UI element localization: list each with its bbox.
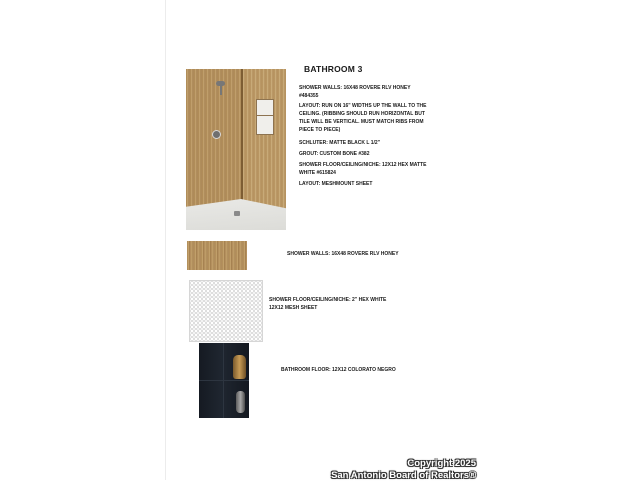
- spec-layout-mesh: LAYOUT: MESHMOUNT SHEET: [299, 181, 373, 187]
- page-title: BATHROOM 3: [304, 64, 363, 74]
- copyright-watermark: [331, 458, 476, 482]
- shower-niche-shelf: [256, 115, 274, 116]
- swatch-label-shower-floor-line2: 12X12 MESH SHEET: [269, 305, 318, 311]
- swatch-dark-floor-tile: [199, 343, 249, 418]
- decor-vase-small: [236, 391, 245, 413]
- shower-pipe: [220, 85, 222, 95]
- swatch-wood-tile: [187, 241, 247, 270]
- swatch-label-bathroom-floor: BATHROOM FLOOR: 12X12 COLORATO NEGRO: [281, 367, 396, 373]
- spec-layout: LAYOUT: RUN ON 16" WIDTHS UP THE WALL TO THE CEILING. (RIBBING SHOULD RUN HORIZONTAL BUT TILE WILL BE VERTICAL. MUST MATCH RIBS FROM PIECE TO PIECE): [299, 103, 427, 133]
- spec-grout: GROUT: CUSTOM BONE #382: [299, 151, 370, 157]
- shower-wall-corner: [241, 69, 243, 209]
- swatch-label-shower-floor-line1: SHOWER FLOOR/CEILING/NICHE: 2" HEX WHITE: [269, 297, 387, 303]
- spec-shower-floor: SHOWER FLOOR/CEILING/NICHE: 12X12 HEX MATTE WHITE #615824: [299, 162, 427, 176]
- shower-niche: [256, 99, 274, 135]
- shower-valve: [212, 130, 221, 139]
- spec-shower-walls: SHOWER WALLS: 16X48 ROVERE RLV HONEY #484355: [299, 85, 411, 99]
- spec-schluter: SCHLUTER: MATTE BLACK L 1/2": [299, 140, 381, 146]
- swatch-hex-tile: [189, 280, 263, 342]
- copyright-line2: San Antonio Board of Realtors®: [331, 470, 476, 481]
- swatch-label-shower-walls: SHOWER WALLS: 16X48 ROVERE RLV HONEY: [287, 251, 399, 257]
- shower-wall-right: [242, 69, 286, 209]
- tile-seam-horizontal: [199, 380, 249, 381]
- page-edge-line: [165, 0, 166, 480]
- shower-drain: [234, 211, 240, 216]
- shower-photo: [186, 69, 286, 230]
- copyright-line1: Copyright 2025: [407, 458, 476, 469]
- swatch-label-shower-floor: [269, 296, 386, 312]
- decor-vase: [233, 355, 246, 379]
